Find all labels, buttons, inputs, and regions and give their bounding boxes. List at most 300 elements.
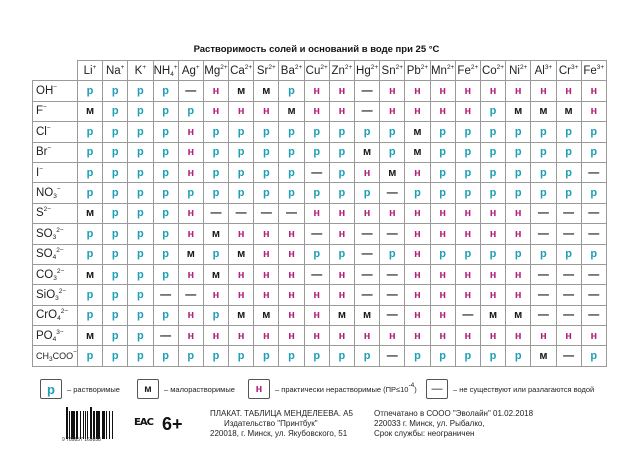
poster-title: Растворимость солей и оснований в воде при 25 °С	[193, 44, 440, 55]
solubility-cell: н	[178, 326, 203, 346]
solubility-cell: —	[531, 224, 556, 244]
solubility-cell: р	[203, 346, 228, 366]
solubility-cell: —	[531, 264, 556, 284]
solubility-cell: н	[480, 326, 505, 346]
solubility-cell: р	[103, 122, 128, 142]
solubility-cell: н	[405, 81, 430, 101]
solubility-cell: —	[556, 264, 581, 284]
solubility-cell: р	[103, 142, 128, 162]
solubility-cell: н	[304, 326, 329, 346]
solubility-cell: м	[380, 162, 405, 182]
solubility-cell: р	[153, 264, 178, 284]
solubility-cell: н	[430, 203, 455, 223]
legend-item-nonexistent	[426, 378, 594, 400]
solubility-cell: р	[581, 183, 606, 203]
solubility-cell: н	[178, 305, 203, 325]
table-row	[33, 244, 607, 264]
solubility-cell: р	[581, 122, 606, 142]
solubility-cell: н	[480, 203, 505, 223]
table-row	[33, 285, 607, 305]
solubility-cell: н	[405, 224, 430, 244]
solubility-cell: н	[279, 326, 304, 346]
solubility-cell: н	[556, 81, 581, 101]
solubility-cell: р	[153, 224, 178, 244]
solubility-cell: н	[355, 203, 380, 223]
cation-header: Na+	[103, 61, 128, 81]
table-row	[33, 162, 607, 182]
legend-label-soluble: – растворимые	[67, 384, 120, 394]
solubility-cell: н	[455, 203, 480, 223]
solubility-cell: р	[153, 101, 178, 121]
solubility-cell: н	[430, 81, 455, 101]
solubility-cell: р	[203, 162, 228, 182]
solubility-cell: р	[556, 183, 581, 203]
cation-header: $Sn^{2+}$	[380, 61, 405, 81]
solubility-cell: н	[430, 264, 455, 284]
solubility-cell: —	[556, 224, 581, 244]
solubility-cell: р	[279, 122, 304, 142]
solubility-cell: —	[153, 326, 178, 346]
solubility-cell: н	[203, 81, 228, 101]
solubility-cell: р	[480, 244, 505, 264]
solubility-cell: м	[531, 346, 556, 366]
solubility-cell: р	[153, 162, 178, 182]
solubility-table	[32, 60, 607, 367]
table-row	[33, 203, 607, 223]
solubility-cell: н	[279, 244, 304, 264]
anion-header: $SO_4^{2-}$	[33, 244, 78, 264]
table-row	[33, 224, 607, 244]
solubility-cell: м	[203, 224, 228, 244]
solubility-cell: р	[77, 142, 102, 162]
table-row	[33, 183, 607, 203]
solubility-cell: р	[556, 122, 581, 142]
solubility-cell: р	[254, 142, 279, 162]
solubility-cell: —	[279, 203, 304, 223]
solubility-cell: —	[531, 203, 556, 223]
solubility-cell: н	[581, 101, 606, 121]
solubility-cell: м	[480, 305, 505, 325]
solubility-cell: —	[380, 305, 405, 325]
solubility-cell: р	[103, 244, 128, 264]
solubility-cell: р	[480, 183, 505, 203]
solubility-cell: р	[506, 244, 531, 264]
solubility-cell: н	[229, 285, 254, 305]
solubility-cell: н	[279, 224, 304, 244]
solubility-cell: р	[556, 162, 581, 182]
solubility-cell: н	[455, 224, 480, 244]
solubility-cell: р	[153, 183, 178, 203]
solubility-cell: н	[254, 264, 279, 284]
solubility-cell: р	[581, 346, 606, 366]
solubility-cell: р	[355, 122, 380, 142]
solubility-cell: р	[329, 183, 354, 203]
solubility-cell: р	[203, 305, 228, 325]
solubility-cell: —	[380, 264, 405, 284]
solubility-cell: н	[178, 224, 203, 244]
solubility-cell: р	[254, 122, 279, 142]
solubility-cell: р	[103, 326, 128, 346]
poster-line-1: ПЛАКАТ. ТАБЛИЦА МЕНДЕЛЕЕВА. А5	[210, 409, 353, 418]
solubility-cell: р	[430, 346, 455, 366]
solubility-cell: р	[581, 244, 606, 264]
anion-header: Br−	[33, 142, 78, 162]
printer-imprint	[374, 409, 533, 439]
solubility-cell: н	[506, 81, 531, 101]
solubility-cell: р	[153, 244, 178, 264]
legend-label-nonexistent: – не существуют или разлагаются водой	[453, 384, 595, 394]
solubility-cell: н	[178, 203, 203, 223]
solubility-cell: р	[506, 346, 531, 366]
solubility-cell: р	[77, 305, 102, 325]
legend-key-nonexistent: —	[426, 379, 448, 399]
poster-line-3: 220018, г. Минск, ул. Якубовского, 51	[210, 429, 348, 438]
table-row	[33, 81, 607, 101]
table-row	[33, 305, 607, 325]
solubility-cell: р	[128, 285, 153, 305]
solubility-cell: н	[405, 244, 430, 264]
solubility-cell: р	[455, 162, 480, 182]
anion-header: Cl−	[33, 122, 78, 142]
legend-item-slightly	[137, 378, 235, 400]
solubility-cell: р	[506, 162, 531, 182]
barcode	[66, 405, 128, 439]
solubility-cell: р	[430, 162, 455, 182]
cation-header: $Hg^{2+}$	[355, 61, 380, 81]
solubility-cell: н	[329, 81, 354, 101]
solubility-cell: н	[480, 224, 505, 244]
solubility-cell: р	[128, 203, 153, 223]
solubility-cell: н	[430, 101, 455, 121]
solubility-cell: р	[531, 183, 556, 203]
solubility-cell: н	[355, 162, 380, 182]
solubility-cell: р	[455, 183, 480, 203]
solubility-cell: м	[531, 101, 556, 121]
solubility-cell: р	[480, 162, 505, 182]
solubility-cell: р	[77, 81, 102, 101]
solubility-cell: н	[455, 101, 480, 121]
solubility-cell: н	[405, 162, 430, 182]
solubility-cell: р	[329, 162, 354, 182]
solubility-cell: н	[430, 326, 455, 346]
eac-mark: EAC	[134, 417, 153, 428]
solubility-cell: н	[329, 224, 354, 244]
solubility-cell: р	[77, 244, 102, 264]
solubility-cell: н	[329, 203, 354, 223]
solubility-cell: —	[304, 224, 329, 244]
solubility-cell: —	[556, 285, 581, 305]
solubility-cell: р	[103, 285, 128, 305]
cation-header: $Ba^{2+}$	[279, 61, 304, 81]
legend-label-insoluble: – практически нерастворимые $(ПР\le 10^{-4})$	[275, 381, 417, 394]
solubility-cell: —	[455, 305, 480, 325]
solubility-cell: р	[254, 162, 279, 182]
solubility-cell: р	[405, 346, 430, 366]
anion-header: $PO_4^{3-}$	[33, 326, 78, 346]
solubility-cell: р	[355, 183, 380, 203]
solubility-cell: р	[556, 244, 581, 264]
solubility-cell: н	[506, 203, 531, 223]
solubility-cell: —	[581, 285, 606, 305]
solubility-cell: р	[77, 122, 102, 142]
solubility-cell: м	[77, 326, 102, 346]
cation-header: $Ni^{2+}$	[506, 61, 531, 81]
solubility-cell: р	[153, 305, 178, 325]
solubility-cell: н	[531, 326, 556, 346]
solubility-cell: р	[355, 346, 380, 366]
solubility-cell: р	[153, 142, 178, 162]
solubility-cell: —	[355, 244, 380, 264]
solubility-cell: м	[279, 101, 304, 121]
solubility-cell: р	[229, 162, 254, 182]
solubility-cell: р	[103, 162, 128, 182]
solubility-cell: р	[178, 183, 203, 203]
solubility-cell: р	[531, 162, 556, 182]
solubility-cell: н	[405, 326, 430, 346]
solubility-cell: н	[506, 264, 531, 284]
solubility-cell: н	[254, 224, 279, 244]
anion-header: $CO_3^{2-}$	[33, 264, 78, 284]
table-row	[33, 326, 607, 346]
table-row	[33, 101, 607, 121]
solubility-cell: н	[405, 305, 430, 325]
table-body	[33, 81, 607, 366]
solubility-cell: р	[304, 346, 329, 366]
solubility-cell: р	[128, 142, 153, 162]
solubility-cell: —	[581, 203, 606, 223]
cation-header: Li+	[77, 61, 102, 81]
solubility-cell: р	[380, 122, 405, 142]
anion-header: OH−	[33, 81, 78, 101]
solubility-cell: н	[455, 326, 480, 346]
solubility-cell: р	[103, 203, 128, 223]
solubility-cell: н	[279, 285, 304, 305]
legend-label-slightly: – малорастворимые	[164, 384, 235, 394]
solubility-cell: м	[355, 142, 380, 162]
solubility-cell: н	[229, 326, 254, 346]
cation-header: $Pb^{2+}$	[405, 61, 430, 81]
solubility-cell: н	[178, 142, 203, 162]
table-row	[33, 264, 607, 284]
legend-key-insoluble: н	[248, 379, 270, 399]
cation-header: $Fe^{2+}$	[455, 61, 480, 81]
solubility-cell: н	[229, 101, 254, 121]
solubility-cell: р	[279, 142, 304, 162]
solubility-cell: р	[77, 346, 102, 366]
solubility-cell: н	[430, 305, 455, 325]
cation-header: $Ca^{2+}$	[229, 61, 254, 81]
table-corner	[33, 61, 78, 81]
solubility-cell: н	[304, 81, 329, 101]
solubility-cell: н	[405, 264, 430, 284]
solubility-cell: р	[178, 101, 203, 121]
print-line-2: 220033 г. Минск, ул. Рыбалко,	[374, 419, 485, 428]
cation-header: $Zn^{2+}$	[329, 61, 354, 81]
solubility-cell: —	[178, 81, 203, 101]
solubility-cell: н	[304, 203, 329, 223]
solubility-cell: н	[405, 101, 430, 121]
legend-item-insoluble	[248, 378, 417, 400]
solubility-cell: —	[380, 285, 405, 305]
solubility-cell: н	[480, 81, 505, 101]
solubility-cell: —	[556, 305, 581, 325]
solubility-cell: м	[77, 264, 102, 284]
solubility-cell: н	[178, 264, 203, 284]
solubility-cell: р	[77, 224, 102, 244]
anion-header: $S^{2-}$	[33, 203, 78, 223]
solubility-cell: м	[329, 305, 354, 325]
solubility-cell: р	[329, 346, 354, 366]
solubility-cell: —	[355, 224, 380, 244]
solubility-cell: р	[203, 142, 228, 162]
solubility-cell: р	[229, 346, 254, 366]
solubility-cell: р	[329, 244, 354, 264]
solubility-cell: р	[128, 183, 153, 203]
solubility-cell: —	[355, 264, 380, 284]
solubility-cell: р	[128, 305, 153, 325]
solubility-cell: н	[405, 285, 430, 305]
table-row	[33, 142, 607, 162]
solubility-cell: м	[254, 81, 279, 101]
solubility-cell: —	[380, 224, 405, 244]
solubility-cell: р	[531, 122, 556, 142]
solubility-cell: р	[304, 183, 329, 203]
solubility-cell: н	[455, 264, 480, 284]
anion-header: $SO_3^{2-}$	[33, 224, 78, 244]
legend	[0, 378, 633, 402]
solubility-cell: н	[455, 285, 480, 305]
solubility-cell: н	[581, 81, 606, 101]
solubility-cell: н	[556, 326, 581, 346]
solubility-cell: —	[581, 224, 606, 244]
cation-header: $Fe^{3+}$	[581, 61, 606, 81]
solubility-cell: р	[304, 244, 329, 264]
solubility-cell: р	[581, 142, 606, 162]
solubility-cell: —	[355, 285, 380, 305]
cation-header: $Al^{3+}$	[531, 61, 556, 81]
solubility-cell: н	[203, 326, 228, 346]
solubility-cell: н	[506, 326, 531, 346]
solubility-cell: н	[380, 326, 405, 346]
solubility-cell: р	[153, 203, 178, 223]
solubility-cell: р	[279, 346, 304, 366]
solubility-cell: р	[103, 81, 128, 101]
solubility-cell: р	[430, 122, 455, 142]
solubility-cell: р	[506, 122, 531, 142]
solubility-cell: н	[254, 326, 279, 346]
solubility-cell: р	[203, 183, 228, 203]
solubility-cell: р	[329, 142, 354, 162]
solubility-cell: р	[128, 122, 153, 142]
solubility-cell: н	[254, 244, 279, 264]
solubility-cell: —	[531, 305, 556, 325]
solubility-cell: н	[380, 101, 405, 121]
solubility-cell: —	[581, 264, 606, 284]
anion-header: $CH_3COO^-$	[33, 346, 78, 366]
solubility-cell: м	[254, 305, 279, 325]
solubility-cell: р	[380, 244, 405, 264]
solubility-cell: р	[153, 122, 178, 142]
barcode-number: 9 789857 169858	[62, 437, 101, 443]
solubility-cell: р	[480, 122, 505, 142]
solubility-cell: м	[355, 305, 380, 325]
solubility-cell: м	[229, 305, 254, 325]
solubility-cell: р	[279, 183, 304, 203]
solubility-cell: м	[178, 244, 203, 264]
solubility-cell: р	[455, 122, 480, 142]
solubility-cell: р	[128, 244, 153, 264]
barcode-bar	[112, 407, 113, 439]
solubility-cell: р	[506, 142, 531, 162]
solubility-cell: р	[203, 244, 228, 264]
solubility-cell: н	[455, 81, 480, 101]
solubility-cell: —	[178, 285, 203, 305]
solubility-cell: —	[556, 346, 581, 366]
legend-key-soluble: р	[40, 379, 62, 399]
solubility-cell: —	[355, 101, 380, 121]
solubility-cell: р	[229, 122, 254, 142]
solubility-cell: н	[329, 101, 354, 121]
cation-header: $Mn^{2+}$	[430, 61, 455, 81]
cation-header: K+	[128, 61, 153, 81]
solubility-cell: р	[455, 346, 480, 366]
table-row	[33, 346, 607, 366]
solubility-cell: р	[153, 81, 178, 101]
anion-header: I−	[33, 162, 78, 182]
solubility-cell: н	[531, 81, 556, 101]
solubility-cell: н	[355, 326, 380, 346]
solubility-cell: м	[506, 305, 531, 325]
anion-header: F−	[33, 101, 78, 121]
solubility-cell: —	[380, 346, 405, 366]
solubility-cell: р	[430, 183, 455, 203]
solubility-cell: н	[506, 224, 531, 244]
solubility-cell: —	[355, 81, 380, 101]
solubility-cell: н	[329, 326, 354, 346]
solubility-cell: н	[203, 285, 228, 305]
solubility-cell: р	[329, 122, 354, 142]
solubility-cell: н	[304, 101, 329, 121]
solubility-cell: н	[581, 326, 606, 346]
anion-header: SiO$_3^{2-}$	[33, 285, 78, 305]
solubility-cell: р	[153, 346, 178, 366]
solubility-cell: р	[430, 142, 455, 162]
solubility-cell: н	[405, 203, 430, 223]
solubility-cell: р	[380, 142, 405, 162]
cation-header: $Sr^{2+}$	[254, 61, 279, 81]
solubility-cell: н	[304, 285, 329, 305]
solubility-cell: —	[203, 203, 228, 223]
solubility-cell: р	[128, 346, 153, 366]
solubility-cell: р	[103, 101, 128, 121]
solubility-cell: н	[304, 305, 329, 325]
solubility-cell: р	[506, 183, 531, 203]
solubility-cell: р	[304, 142, 329, 162]
solubility-cell: н	[254, 285, 279, 305]
solubility-cell: н	[279, 264, 304, 284]
solubility-cell: р	[128, 81, 153, 101]
solubility-cell: —	[556, 203, 581, 223]
table-row	[33, 122, 607, 142]
cation-header: $Cu^{2+}$	[304, 61, 329, 81]
solubility-cell: р	[254, 346, 279, 366]
solubility-cell: м	[77, 203, 102, 223]
solubility-cell: н	[380, 81, 405, 101]
cation-header: Ag+	[178, 61, 203, 81]
solubility-cell: р	[304, 122, 329, 142]
solubility-cell: н	[480, 285, 505, 305]
poster-line-2: Издательство "Принтбук"	[224, 419, 318, 428]
